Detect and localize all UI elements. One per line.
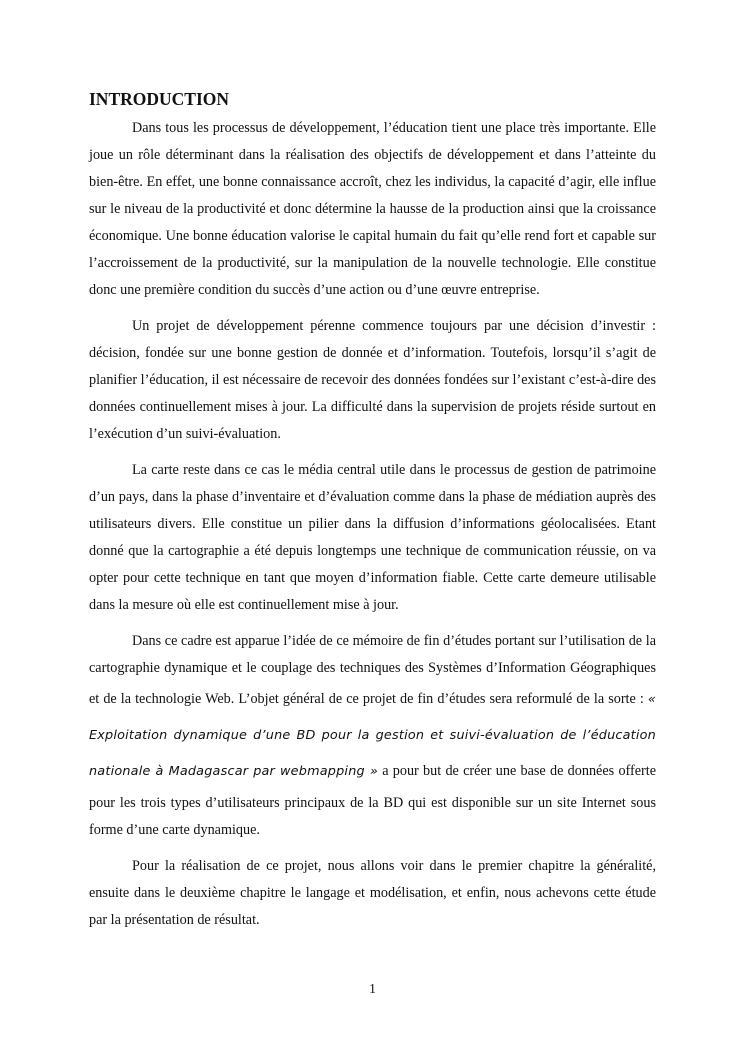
paragraph-4-conclusion: a pour but de créer une base de données offerte pour les trois types d’utilisateurs principaux de la BD qui est disponible sur un site Internet sous forme d’une carte dynamique.	[89, 763, 656, 838]
page-content	[89, 88, 656, 943]
paragraph-5: Pour la réalisation de ce projet, nous allons voir dans le premier chapitre la généralité, ensuite dans le deuxième chapitre le langage et modélisation, et enfin, nous achevons cette étude par la présentation de résultat.	[89, 858, 656, 928]
paragraph-1: Dans tous les processus de développement, l’éducation tient une place très importante. Elle joue un rôle déterminant dans la réalisation des objectifs de développement et dans l’atteinte du bien-être. En effet, une bonne connaissance accroît, chez les individus, la capacité d’agir, elle influe sur le niveau de la productivité et donc détermine la hausse de la production ainsi que la croissance économique. Une bonne éducation valorise le capital humain du fait qu’elle rend fort et capable sur l’accroissement de la productivité, sur la manipulation de la nouvelle technologie. Elle constitue donc une première condition du succès d’une action ou d’une œuvre entreprise.	[89, 120, 656, 298]
paragraph-3: La carte reste dans ce cas le média central utile dans le processus de gestion de patrimoine d’un pays, dans la phase d’inventaire et d’évaluation comme dans la phase de médiation auprès des utilisateurs divers. Elle constitue un pilier dans la diffusion d’informations géolocalisées. Etant donné que la cartographie a été depuis longtemps une technique de communication réussie, on va opter pour cette technique en tant que moyen d’information fiable. Cette carte demeure utilisable dans la mesure où elle est continuellement mise à jour.	[89, 462, 656, 613]
page-number: 1	[369, 982, 376, 997]
project-title-quote: « Exploitation dynamique d’une BD pour la gestion et suivi-évaluation de l’éducation nationale à Madagascar par webmapping »	[89, 692, 656, 779]
paragraph-2: Un projet de développement pérenne commence toujours par une décision d’investir : décision, fondée sur une bonne gestion de donnée et d’information. Toutefois, lorsqu’il s’agit de planifier l’éducation, il est nécessaire de recevoir des données fondées sur l’existant c’est-à-dire des données continuellement mises à jour. La difficulté dans la supervision de projets réside surtout en l’exécution d’un suivi-évaluation.	[89, 318, 656, 442]
paragraph-4	[89, 628, 656, 844]
paragraph-4-intro: Dans ce cadre est apparue l’idée de ce mémoire de fin d’études portant sur l’utilisation de la cartographie dynamique et le couplage des techniques des Systèmes d’Information Géographiques et de la technologie Web. L’objet général de ce projet de fin d’études sera reformulé de la sorte :	[89, 633, 656, 707]
section-heading: INTRODUCTION	[89, 89, 230, 109]
